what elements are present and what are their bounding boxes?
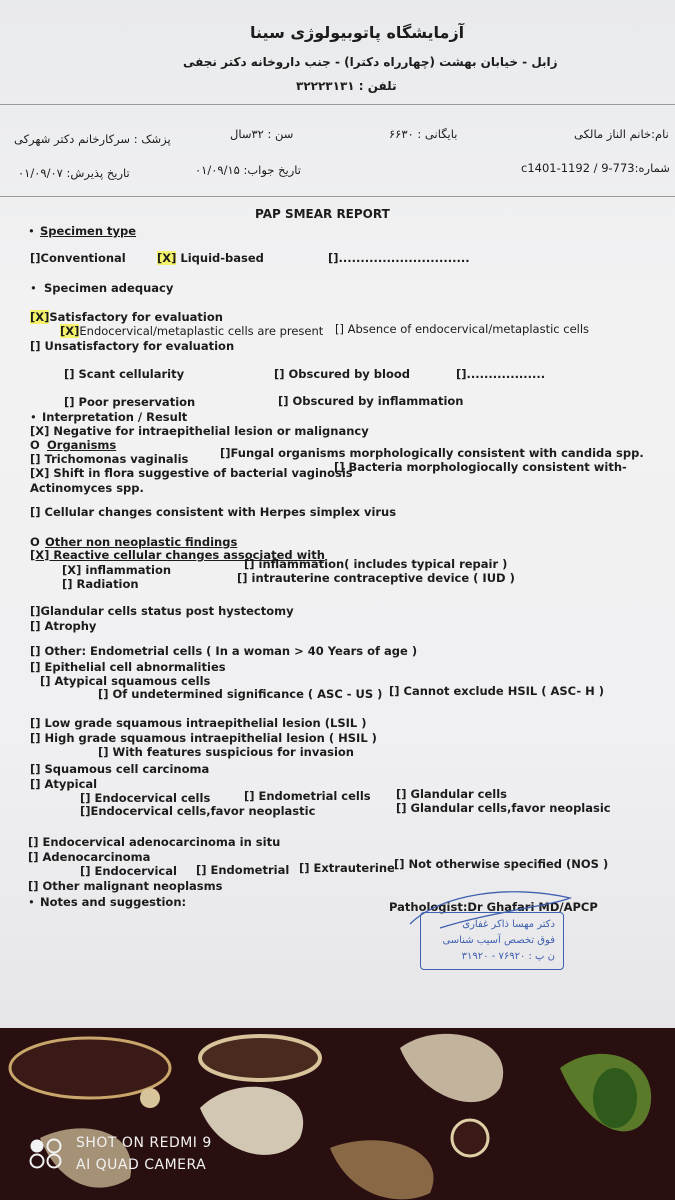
liquid-based-option xyxy=(157,252,264,265)
lab-name: آزمایشگاه پاتوبیولوژی سینا xyxy=(250,23,465,42)
shift-flora-option: [X] Shift in flora suggestive of bacterial vaginosis xyxy=(30,466,353,480)
endocervical-neoplastic-option: []Endocervical cells,favor neoplastic xyxy=(80,804,316,818)
satisfactory-mark: [X] xyxy=(30,310,50,324)
other-specimen-blank: [].............................. xyxy=(328,251,470,265)
header-divider xyxy=(0,104,675,105)
asc-h-option: [] Cannot exclude HSIL ( ASC- H ) xyxy=(389,684,605,698)
bullet: • xyxy=(28,895,35,909)
circle-marker: O xyxy=(30,438,40,452)
endometrial-adeno-option: [] Endometrial xyxy=(196,863,290,877)
scant-cellularity-option: [] Scant cellularity xyxy=(64,367,185,381)
stamp-line-2: فوق تخصص آسیب شناسی xyxy=(442,935,555,946)
referring-doctor: پزشک : سرکارخانم دکتر شهرکی xyxy=(14,132,171,146)
stamp-line-1: دکتر مهسا ذاکر غفاری xyxy=(462,919,555,930)
camera-logo-icon xyxy=(28,1137,64,1169)
endocervical-present-option xyxy=(60,325,323,338)
notes-heading: Notes and suggestion: xyxy=(40,895,187,909)
patient-age: سن : ۳۲سال xyxy=(230,127,294,141)
report-number: شماره:c1401-1192 / 9-773 xyxy=(521,161,670,175)
unsatisfactory-option: [] Unsatisfactory for evaluation xyxy=(30,339,235,353)
bacteria-option: [] Bacteria morphologiocally consistent with- xyxy=(334,460,627,474)
report-title: PAP SMEAR REPORT xyxy=(255,207,390,221)
conventional-option: []Conventional xyxy=(30,251,126,265)
pathologist-signature: Pathologist:Dr Ghafari MD/APCP xyxy=(389,900,598,914)
bullet: • xyxy=(28,224,35,238)
negative-option: [X] Negative for intraepithelial lesion or malignancy xyxy=(30,424,369,438)
asc-us-option: [] Of undetermined significance ( ASC - US ) xyxy=(98,687,383,701)
epithelial-abnormalities-option: [] Epithelial cell abnormalities xyxy=(30,660,226,674)
adenocarcinoma-option: [] Adenocarcinoma xyxy=(28,850,151,864)
endocervical-cells-option: [] Endocervical cells xyxy=(80,791,211,805)
patient-name: نام:خانم الناز مالکی xyxy=(574,127,669,141)
endometrial-cells-option: [] Endometrial cells xyxy=(244,789,371,803)
carpet-background xyxy=(0,1028,675,1200)
endocervical-present-label: Endocervical/metaplastic cells are present xyxy=(79,324,324,338)
scc-option: [] Squamous cell carcinoma xyxy=(30,762,210,776)
satisfactory-label: Satisfactory for evaluation xyxy=(49,310,223,324)
atypical-squamous-option: [] Atypical squamous cells xyxy=(40,674,211,688)
admission-date: تاریخ پذیرش: ۰۱/۰۹/۰۷ xyxy=(18,166,130,180)
atrophy-option: [] Atrophy xyxy=(30,619,97,633)
obscured-inflammation-option: [] Obscured by inflammation xyxy=(278,394,464,408)
lsil-option: [] Low grade squamous intraepithelial lesion (LSIL ) xyxy=(30,716,367,730)
archive-number: بایگانی : ۶۶۳۰ xyxy=(389,127,458,141)
carpet-pattern xyxy=(0,1028,675,1200)
trichomonas-option: [] Trichomonas vaginalis xyxy=(30,452,189,466)
glandular-neoplastic-option: [] Glandular cells,favor neoplasic xyxy=(396,801,611,815)
stamp-line-3: ن پ : ۷۶۹۲۰ - ۳۱۹۲۰ xyxy=(461,951,555,962)
endocervical-adeno-option: [] Endocervical xyxy=(80,864,177,878)
nos-option: [] Not otherwise specified (NOS ) xyxy=(394,857,609,871)
lab-address: زابل - خیابان بهشت (چهارراه دکترا) - جنب داروخانه دکتر نجفی xyxy=(183,55,558,69)
signature-scribble xyxy=(400,884,590,944)
watermark-line-2: AI QUAD CAMERA xyxy=(76,1157,207,1173)
actinomyces-label: Actinomyces spp. xyxy=(30,481,144,495)
non-neoplastic-heading: Other non neoplastic findings xyxy=(45,535,238,549)
circle-marker: O xyxy=(30,535,40,549)
radiation-option: [] Radiation xyxy=(62,577,139,591)
specimen-adequacy-heading: Specimen adequacy xyxy=(44,281,174,295)
answer-date: تاریخ جواب: ۰۱/۰۹/۱۵ xyxy=(195,163,301,177)
extrauterine-option: [] Extrauterine xyxy=(299,861,395,875)
glandular-cells-option: [] Glandular cells xyxy=(396,787,507,801)
lab-phone: تلفن : ۳۲۲۲۳۱۳۱ xyxy=(296,79,397,93)
adequacy-other-blank: [].................. xyxy=(456,367,546,381)
invasion-option: [] With features suspicious for invasion xyxy=(98,745,354,759)
satisfactory-option xyxy=(30,311,223,324)
organisms-heading: Organisms xyxy=(47,438,117,452)
endocervical-present-mark: [X] xyxy=(60,324,80,338)
bullet: • xyxy=(30,410,37,424)
herpes-option: [] Cellular changes consistent with Herpes simplex virus xyxy=(30,505,397,519)
bullet: • xyxy=(30,281,37,295)
adenocarcinoma-insitu-option: [] Endocervical adenocarcinoma in situ xyxy=(28,835,281,849)
patient-divider xyxy=(0,196,675,197)
watermark-line-1: SHOT ON REDMI 9 xyxy=(76,1135,212,1151)
obscured-blood-option: [] Obscured by blood xyxy=(274,367,411,381)
inflammation-repair-option: [] inflammation( includes typical repair ) xyxy=(244,557,508,571)
specimen-type-heading: Specimen type xyxy=(40,224,137,238)
liquid-based-mark: [X] xyxy=(157,251,177,265)
iud-option: [] intrauterine contraceptive device ( IUD ) xyxy=(237,571,515,585)
reactive-changes-option: [X] Reactive cellular changes associated with xyxy=(30,548,325,562)
hsil-option: [] High grade squamous intraepithelial lesion ( HSIL ) xyxy=(30,731,377,745)
atypical-option: [] Atypical xyxy=(30,777,98,791)
liquid-based-label: Liquid-based xyxy=(176,251,264,265)
poor-preservation-option: [] Poor preservation xyxy=(64,395,196,409)
interpretation-heading: Interpretation / Result xyxy=(42,410,188,424)
glandular-post-option: []Glandular cells status post hystectomy xyxy=(30,604,294,618)
absence-endocervical-option: [] Absence of endocervical/metaplastic cells xyxy=(335,322,590,336)
other-endometrial-option: [] Other: Endometrial cells ( In a woman > 40 Years of age ) xyxy=(30,644,418,658)
fungal-option: []Fungal organisms morphologically consistent with candida spp. xyxy=(220,446,644,460)
other-malignant-option: [] Other malignant neoplasms xyxy=(28,879,223,893)
inflammation-option: [X] inflammation xyxy=(62,563,172,577)
